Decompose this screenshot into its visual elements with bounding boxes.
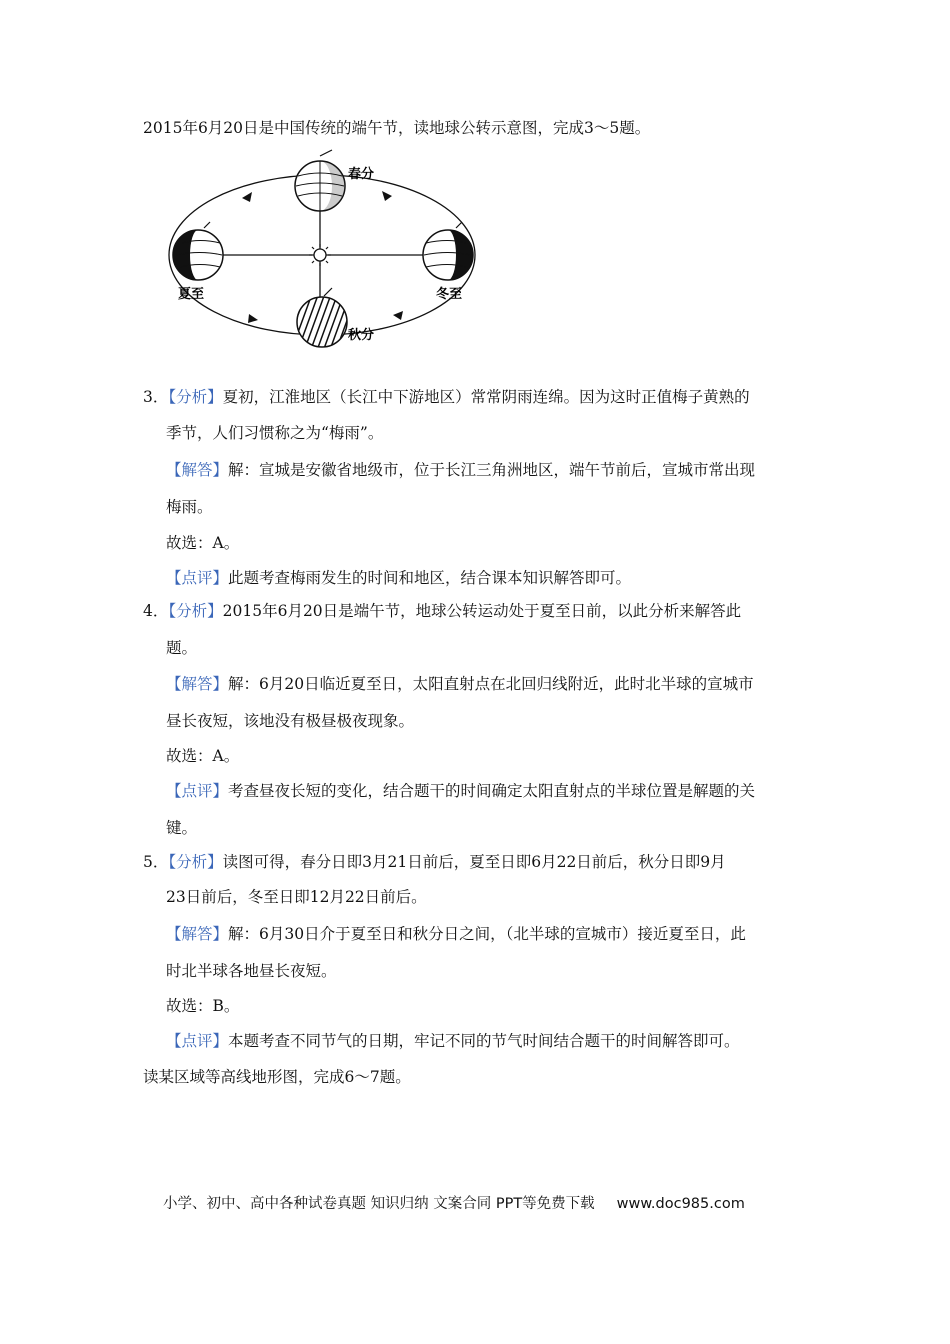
label-summer: 夏至 xyxy=(178,287,205,302)
q4-analysis-line-1 xyxy=(143,601,741,621)
q5-comment-tag: 【点评】 xyxy=(166,1032,229,1050)
label-spring: 春分 xyxy=(348,167,375,182)
q5-analysis-line-1 xyxy=(143,852,726,872)
q3-comment-line xyxy=(166,568,631,588)
q3-answer-text-1: 解：宣城是安徽省地级市，位于长江三角洲地区，端午节前后，宣城市常出现 xyxy=(228,461,756,479)
q5-analysis-tag: 【分析】 xyxy=(168,853,223,871)
q4-comment-line-1 xyxy=(166,781,755,801)
footer-text: 小学、初中、高中各种试卷真题 知识归纳 文案合同 PPT等免费下载 xyxy=(163,1196,595,1212)
intro-text: 2015年6月20日是中国传统的端午节，读地球公转示意图，完成3～5题。 xyxy=(143,119,651,137)
q4-answer-text-1: 解：6月20日临近夏至日，太阳直射点在北回归线附近，此时北半球的宣城市 xyxy=(228,675,754,693)
q5-answer-tag: 【解答】 xyxy=(166,925,229,943)
q3-number: 3． xyxy=(143,388,169,406)
q3-analysis-text-2: 季节，人们习惯称之为“梅雨”。 xyxy=(166,424,384,442)
orbit-arrow-icon xyxy=(248,314,258,323)
q3-choice: 故选：A。 xyxy=(166,534,240,552)
q4-comment-tag: 【点评】 xyxy=(166,782,229,800)
orbit-arrow-icon xyxy=(242,192,252,202)
q5-analysis-text-1: 读图可得，春分日即3月21日前后，夏至日即6月22日前后，秋分日即9月 xyxy=(222,853,726,871)
q3-answer-text-2: 梅雨。 xyxy=(166,498,213,516)
q4-analysis-text-2: 题。 xyxy=(166,639,198,657)
q5-comment-line xyxy=(166,1031,740,1051)
orbit-arrow-icon xyxy=(393,311,403,320)
orbit-arrow-icon xyxy=(382,191,392,201)
earth-summer-icon xyxy=(173,222,223,280)
q3-answer-line-1 xyxy=(166,460,755,480)
q4-answer-line-1 xyxy=(166,674,754,694)
q5-answer-text-2: 时北半球各地昼长夜短。 xyxy=(166,962,337,980)
outro-text: 读某区域等高线地形图，完成6～7题。 xyxy=(143,1068,411,1086)
q5-analysis-text-2: 23日前后，冬至日即12月22日前后。 xyxy=(166,888,427,906)
earth-autumn-icon xyxy=(297,288,347,347)
q5-answer-text-1: 解：6月30日介于夏至日和秋分日之间，（北半球的宣城市）接近夏至日，此 xyxy=(228,925,746,943)
earth-orbit-diagram xyxy=(160,148,490,360)
q5-choice: 故选：B。 xyxy=(166,997,240,1015)
label-autumn: 秋分 xyxy=(348,328,375,343)
q3-analysis-tag: 【分析】 xyxy=(168,388,223,406)
q4-answer-text-2: 昼长夜短，该地没有极昼极夜现象。 xyxy=(166,712,415,730)
q4-comment-text-1: 考查昼夜长短的变化，结合题干的时间确定太阳直射点的半球位置是解题的关 xyxy=(228,782,756,800)
page-footer xyxy=(163,1192,745,1213)
q4-answer-tag: 【解答】 xyxy=(166,675,229,693)
q3-answer-tag: 【解答】 xyxy=(166,461,229,479)
q3-comment-tag: 【点评】 xyxy=(166,569,229,587)
label-winter: 冬至 xyxy=(436,287,463,302)
earth-winter-icon xyxy=(423,222,473,280)
footer-url[interactable]: www.doc985.com xyxy=(616,1196,745,1212)
q4-analysis-tag: 【分析】 xyxy=(168,602,223,620)
q5-answer-line-1 xyxy=(166,924,746,944)
q4-analysis-text-1: 2015年6月20日是端午节，地球公转运动处于夏至日前，以此分析来解答此 xyxy=(222,602,742,620)
q3-analysis-line-1 xyxy=(143,387,750,407)
q5-comment-text: 本题考查不同节气的日期，牢记不同的节气时间结合题干的时间解答即可。 xyxy=(228,1032,740,1050)
q4-number: 4． xyxy=(143,602,169,620)
q3-comment-text: 此题考查梅雨发生的时间和地区，结合课本知识解答即可。 xyxy=(228,569,632,587)
q4-choice: 故选：A。 xyxy=(166,747,240,765)
q3-analysis-text-1: 夏初，江淮地区（长江中下游地区）常常阴雨连绵。因为这时正值梅子黄熟的 xyxy=(222,388,750,406)
q4-comment-text-2: 键。 xyxy=(166,819,198,837)
q5-number: 5． xyxy=(143,853,169,871)
earth-spring-icon xyxy=(295,150,345,211)
